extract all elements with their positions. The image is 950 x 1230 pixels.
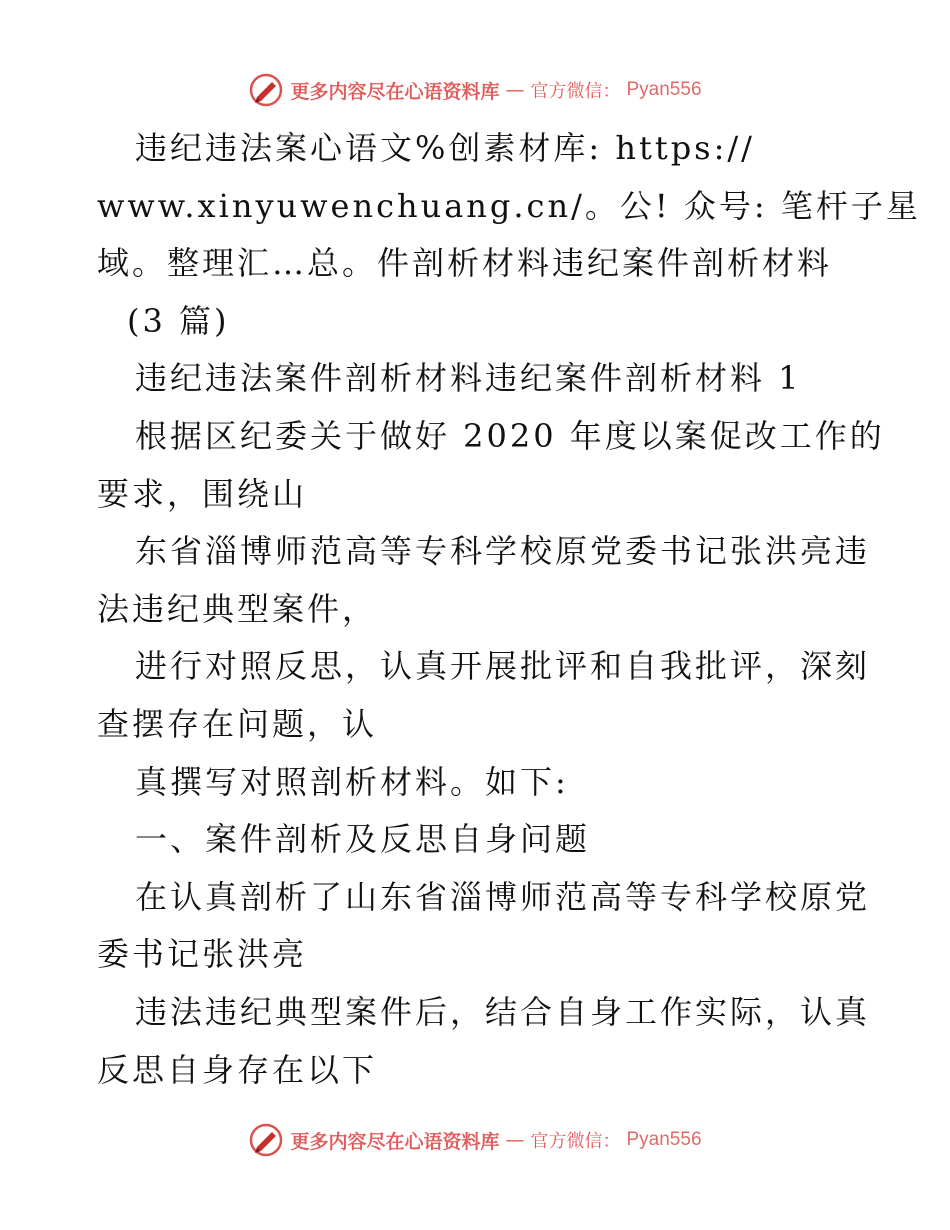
- text-line: 法违纪典型案件，: [97, 589, 378, 628]
- wechat-id: Pyan556: [626, 79, 702, 100]
- text-line: 域。整理汇…总。件剖析材料违纪案件剖析材料: [97, 244, 833, 283]
- text-line: 查摆存在问题，认: [97, 704, 378, 743]
- text-line: www.xinyuwenchuang.cn/。公! 众号: 笔杆子星: [97, 186, 921, 225]
- text-line: 委书记张洪亮: [97, 935, 308, 974]
- banner-separator: —: [505, 79, 525, 101]
- document-body: [97, 120, 921, 1099]
- text-line: 违法违纪典型案件后，结合自身工作实际，认真: [135, 992, 871, 1031]
- footer-banner: [0, 1120, 950, 1160]
- text-line: 要求，围绕山: [97, 474, 308, 513]
- pen-logo-icon: [248, 1122, 284, 1158]
- wechat-label: 官方微信：: [530, 81, 621, 102]
- header-banner: [0, 70, 950, 110]
- wechat-label: 官方微信：: [530, 1131, 621, 1152]
- text-line: 违纪违法案心语文%创素材库: https://: [135, 129, 755, 167]
- text-line: 东省淄博师范高等专科学校原党委书记张洪亮违: [135, 532, 871, 571]
- pen-logo-icon: [248, 72, 284, 108]
- text-line: 根据区纪委关于做好 2020 年度以案促改工作的: [135, 416, 885, 455]
- section-heading: 一、案件剖析及反思自身问题: [135, 820, 591, 859]
- text-line: 进行对照反思，认真开展批评和自我批评，深刻: [135, 647, 871, 686]
- promo-text: 更多内容尽在心语资料库: [290, 1130, 500, 1153]
- text-line: 真撰写对照剖析材料。如下:: [135, 762, 569, 801]
- section-title: 违纪违法案件剖析材料违纪案件剖析材料 1: [135, 359, 802, 398]
- text-line: 反思自身存在以下: [97, 1050, 378, 1089]
- wechat-id: Pyan556: [626, 1129, 702, 1150]
- text-line: (3 篇): [127, 301, 230, 340]
- promo-text: 更多内容尽在心语资料库: [290, 80, 500, 103]
- text-line: 在认真剖析了山东省淄博师范高等专科学校原党: [135, 877, 871, 916]
- banner-separator: —: [505, 1129, 525, 1151]
